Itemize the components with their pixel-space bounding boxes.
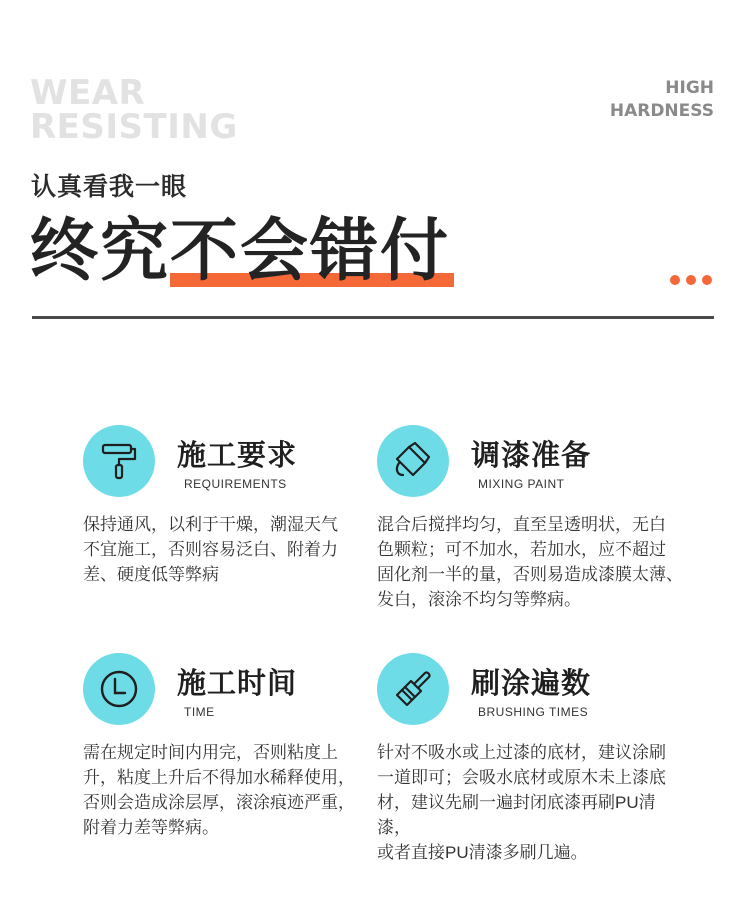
headline-part1: 终究 — [30, 213, 171, 289]
divider — [32, 316, 714, 319]
card-subtitle: REQUIREMENTS — [184, 477, 287, 491]
card-title: 刷涂遍数 — [471, 668, 592, 700]
headline-highlight: 不会错付 — [170, 213, 451, 289]
card-subtitle: MIXING PAINT — [478, 477, 565, 491]
mixing-paint-icon — [377, 425, 449, 497]
card-subtitle: BRUSHING TIMES — [478, 705, 589, 719]
paint-brush-icon — [377, 653, 449, 725]
high-line: HIGH — [665, 78, 714, 98]
card-description: 需在规定时间内用完，否则粘度上 升，粘度上升后不得加水稀释使用， 否则会造成涂层厚，滚涂痕迹严重， 附着力差等弊病。 — [83, 743, 355, 837]
dots-decoration — [670, 275, 712, 285]
card-title: 施工要求 — [177, 440, 298, 472]
wear-resisting-heading — [30, 73, 238, 147]
paint-roller-icon — [83, 425, 155, 497]
card-description: 针对不吸水或上过漆的底材，建议涂刷 一道即可；会吸水底材或原木未上漆底 材，建议先刷一遍封闭底漆再刷PU清漆， 或者直接PU清漆多刷几遍。 — [377, 743, 666, 862]
headline — [30, 213, 450, 289]
card-title: 调漆准备 — [471, 440, 592, 472]
card-subtitle: TIME — [184, 705, 215, 719]
resisting-line: RESISTING — [30, 107, 238, 147]
clock-icon — [83, 653, 155, 725]
high-hardness-heading — [610, 77, 714, 123]
card-description: 混合后搅拌均匀，直至呈透明状，无白 色颗粒；可不加水，若加水，应不超过 固化剂一半的量，否则易造成漆膜太薄、 发白，滚涂不均匀等弊病。 — [377, 515, 683, 609]
card-title: 施工时间 — [177, 668, 298, 700]
card-description: 保持通风，以利于干燥，潮湿天气 不宜施工，否则容易泛白、附着力 差、硬度低等弊病 — [83, 515, 338, 584]
subtitle: 认真看我一眼 — [31, 173, 188, 201]
hardness-line: HARDNESS — [609, 101, 714, 121]
wear-line: WEAR — [30, 73, 146, 113]
